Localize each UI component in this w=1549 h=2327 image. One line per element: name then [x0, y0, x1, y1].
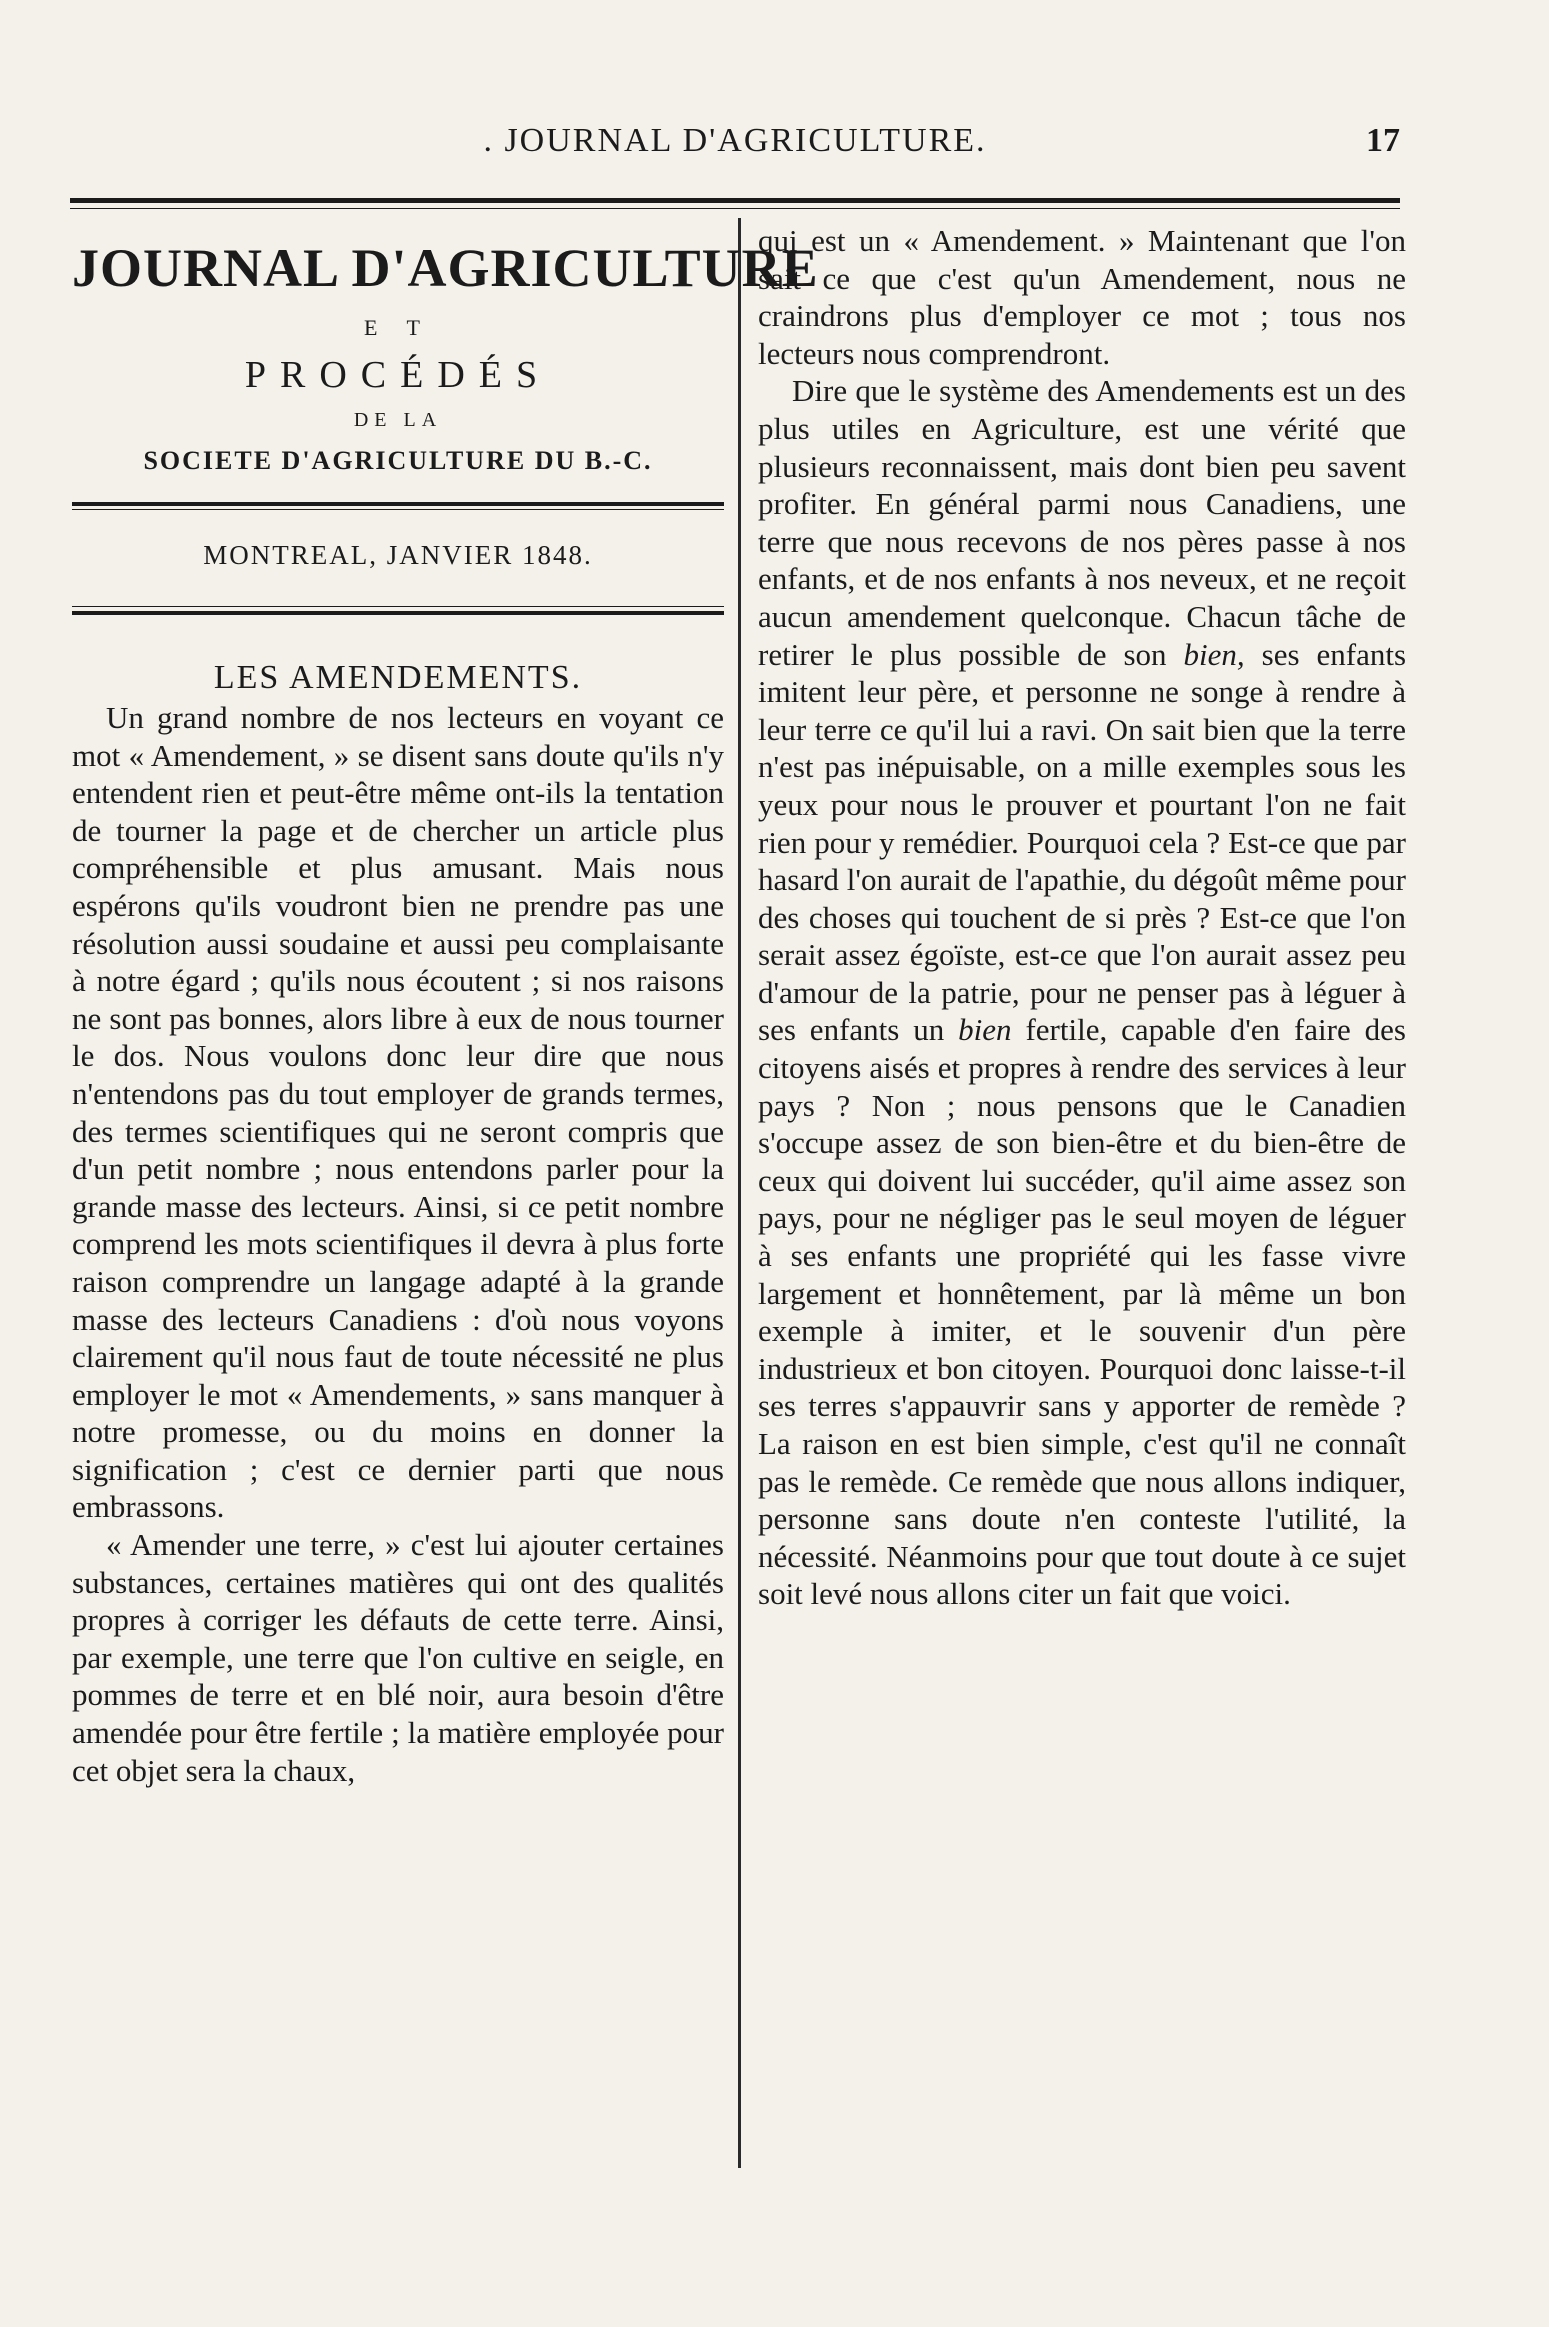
left-column [72, 222, 819, 1789]
header-rule [70, 198, 1400, 203]
dateline-rule [72, 606, 724, 615]
page-number: 17 [1366, 122, 1400, 159]
masthead-societe: SOCIETE D'AGRICULTURE DU B.-C. [143, 446, 653, 475]
italic-word: bien, [1183, 636, 1245, 672]
masthead-title: JOURNAL D'AGRICULTURE [72, 238, 819, 298]
right-column [758, 222, 1406, 1613]
paragraph-text: Dire que le système des Amendements est un des plus utiles en Agriculture, est une vérité que plusieurs reconnaissent, mais dont bien peu savent profiter. En général parmi nous Canadiens, une terre que nous recevons de nos pères passe à nos enfants, et de nos enfants à nos neveux, et ne reçoit aucun amendement quelconque. Chacun tâche de retirer le plus possible de son [758, 373, 1406, 672]
masthead-et: E T [364, 315, 432, 340]
dateline: MONTREAL, JANVIER 1848. [203, 540, 593, 570]
paragraph-text: ses enfants imitent leur père, et personne ne songe à rendre à leur terre ce qu'il lui a ravi. On sait bien que la terre n'est pas inépuisable, on a mille exemples sous les yeux pour nous le prouver et pourtant l'on ne fait rien pour y remédier. Pourquoi cela ? Est-ce que par hasard l'on aurait de l'apathie, du dégoût même pour des choses qui touchent de si près ? Est-ce que l'on serait assez égoïste, est-ce que l'on aurait assez peu d'amour de la patrie, pour ne penser pas à léguer à ses enfants un [758, 636, 1407, 1048]
article-paragraph [758, 372, 1406, 1613]
paragraph-text: fertile, capable d'en faire des citoyens aisés et propres à rendre des services à leur pays ? Non ; nous pensons que le Canadien s'occupe assez de son bien-être et du bien-être de ceux qui doivent lui succéder, qu'il aime assez son pays, pour ne négliger pas le seul moyen de léguer à ses enfants une propriété qui les fasse vivre largement et honnêtement, par là même un bon exemple à imiter, et le souvenir d'un père industrieux et bon citoyen. Pourquoi donc laisse-t-il ses terres s'appauvrir sans y apporter de remède ? La raison en est bien simple, c'est qu'il ne connaît pas le remède. Ce remède que nous allons indiquer, personne sans doute n'en conteste l'utilité, la nécessité. Néanmoins pour que tout doute à ce sujet soit levé nous allons citer un fait que voici. [758, 1012, 1406, 1612]
article-paragraph: qui est un « Amendement. » Maintenant que l'on sait ce que c'est qu'un Amendement, nous ne craindrons plus d'employer ce mot ; tous nos lecteurs nous comprendront. [758, 223, 1406, 371]
masthead [72, 236, 819, 478]
article-paragraph: « Amender une terre, » c'est lui ajouter certaines substances, certaines matières qui ont des qualités propres à corriger les défauts de cette terre. Ainsi, par exemple, une terre que l'on cultive en seigle, en pommes de terre et en blé noir, aura besoin d'être amendée pour être fertile ; la matière employée pour cet objet sera la chaux, [72, 1527, 724, 1788]
column-divider [738, 218, 741, 2168]
running-title: . JOURNAL D'AGRICULTURE. [483, 122, 987, 159]
running-header [70, 118, 1400, 168]
article-paragraph: Un grand nombre de nos lecteurs en voyant ce mot « Amendement, » se disent sans doute qu'ils n'y entendent rien et peut-être même ont-ils la tentation de tourner la page et de chercher un article plus compréhensible et plus amusant. Mais nous espérons qu'ils voudront bien ne prendre pas une résolution aussi soudaine et aussi peu complaisante à notre égard ; qu'ils nous écoutent ; si nos raisons ne sont pas bonnes, alors libre à eux de nous tourner le dos. Nous voulons donc leur dire que nous n'entendons pas du tout employer de grands termes, des termes scientifiques qui ne seront compris que d'un petit nombre ; nous entendons parler pour la grande masse des lecteurs. Ainsi, si ce petit nombre comprend les mots scientifiques il devra à plus forte raison comprendre un langage adapté à la grande masse des lecteurs Canadiens : d'où nous voyons clairement qu'il nous faut de toute nécessité ne plus employer le mot « Amendements, » sans manquer à notre promesse, ou du moins en donner la signification ; c'est ce dernier parti que nous embrassons. [72, 700, 724, 1525]
article-title: LES AMENDEMENTS. [213, 659, 583, 696]
masthead-procedes: PROCÉDÉS [244, 354, 552, 396]
header-rule-thin [70, 208, 1400, 209]
italic-word: bien [958, 1012, 1012, 1048]
masthead-rule [72, 502, 724, 510]
masthead-de-la: DE LA [353, 409, 443, 431]
